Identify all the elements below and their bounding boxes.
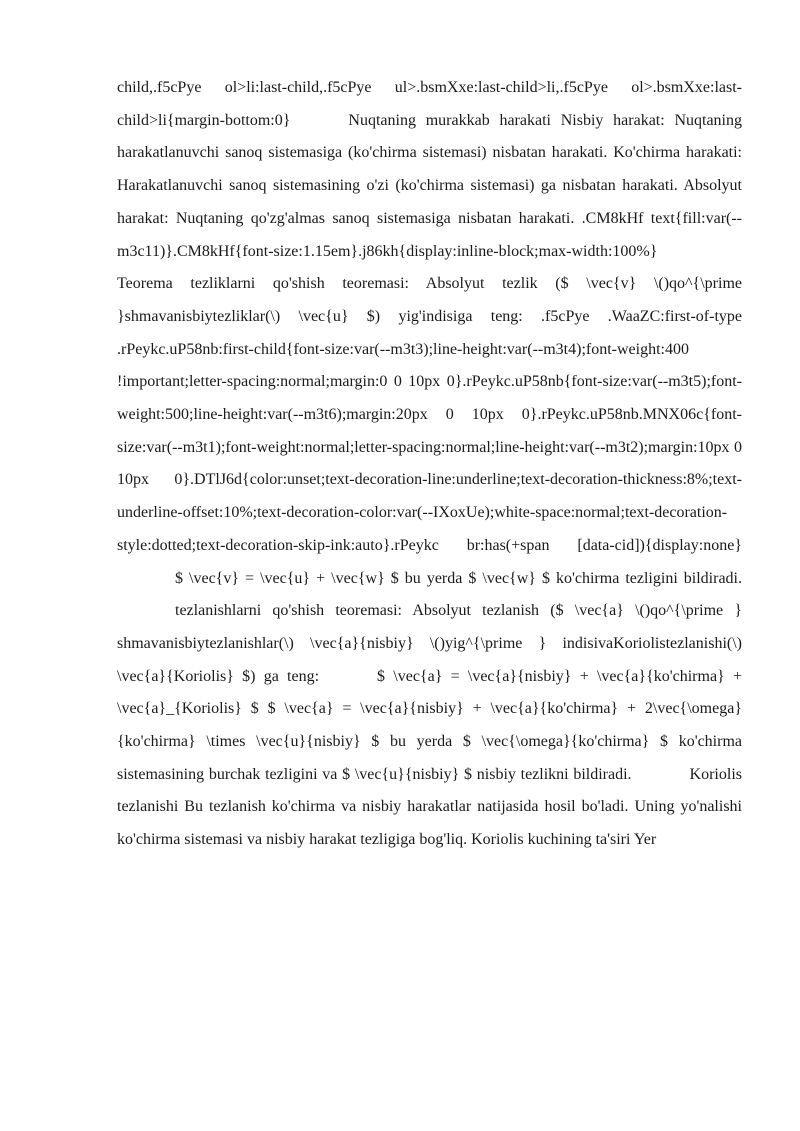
text-segment-koriolis: Koriolis tezlanishi Bu tezlanish ko'chirma va nisbiy harakatlar natijasida hosil bo'ladi. Uning yo'nalishi ko'chirma sistemasi va nisbiy harakat tezligiga bog'liq. Koriolis kuchining ta'siri Yer	[117, 765, 742, 849]
text-segment-tezlanishlar-teoremasi: tezlanishlarni qo'shish teoremasi: Absolyut tezlanish ($ \vec{a} \()qo^{\prime } shmavanisbiytezlanishlar(\) \vec{a}{nisbiy} \()yig^{\prime } indisivaKoriolistezlanishi(\) \vec{a}{Koriolis} $) ga teng:	[117, 602, 742, 685]
text-segment-tezlanish-formula: $ \vec{a} = \vec{a}{nisbiy} + \vec{a}{ko'chirma} + \vec{a}_{Koriolis} $ $ \vec{a} = \vec{a}{nisbiy} + \vec{a}{ko'chirma} + 2\vec{\omega}{ko'chirma} \times \vec{u}{nisbiy} $ bu yerda $ \vec{\omega}{ko'chirma} $ ko'chirma sistemasining burchak tezligini va $ \vec{u}{nisbiy} $ nisbiy tezlikni bildiradi.	[117, 667, 742, 783]
body-text	[117, 72, 742, 857]
text-segment-murakkab-harakat: Nuqtaning murakkab harakati Nisbiy harakat: Nuqtaning harakatlanuvchi sanoq sistemasiga (ko'chirma sistemasi) nisbatan harakati. Ko'chirma harakati: Harakatlanuvchi sanoq sistemasining o'zi (ko'chirma sistemasi) ga nisbatan harakati. Absolyut harakat: Nuqtaning qo'zg'almas sanoq sistemasiga nisbatan harakati. .CM8kHf text{fill:var(--m3c11)}.CM8kHf{font-size:1.15em}.j86kh{display:inline-block;max-width:100%}	[117, 111, 742, 260]
text-segment-tezlik-formula: $ \vec{v} = \vec{u} + \vec{w} $ bu yerda $ \vec{w} $ ko'chirma tezligini bildiradi.	[175, 569, 742, 587]
text-segment-tezliklar-teoremasi: Teorema tezliklarni qo'shish teoremasi: Absolyut tezlik ($ \vec{v} \()qo^{\prime }shmavanisbiytezliklar(\) \vec{u} $) yig'indisiga teng: .f5cPye .WaaZC:first-of-type .rPeykc.uP58nb:first-child{font-size:var(--m3t3);line-height:var(--m3t4);font-weight:400 !important;letter-spacing:normal;margin:0 0 10px 0}.rPeykc.uP58nb{font-size:var(--m3t5);font-weight:500;line-height:var(--m3t6);margin:20px 0 10px 0}.rPeykc.uP58nb.MNX06c{font-size:var(--m3t1);font-weight:normal;letter-spacing:normal;line-height:var(--m3t2);margin:10px 0 10px 0}.DTlJ6d{color:unset;text-decoration-line:underline;text-decoration-thickness:8%;text-underline-offset:10%;text-decoration-color:var(--IXoxUe);white-space:normal;text-decoration-style:dotted;text-decoration-skip-ink:auto}.rPeykc br:has(+span [data-cid]){display:none}	[117, 275, 742, 554]
text-segment-css-fragment: child,.f5cPye ol>li:last-child,.f5cPye ul>.bsmXxe:last-child>li,.f5cPye ol>.bsmXxe:last-child>li{margin-bottom:0}	[117, 79, 742, 129]
